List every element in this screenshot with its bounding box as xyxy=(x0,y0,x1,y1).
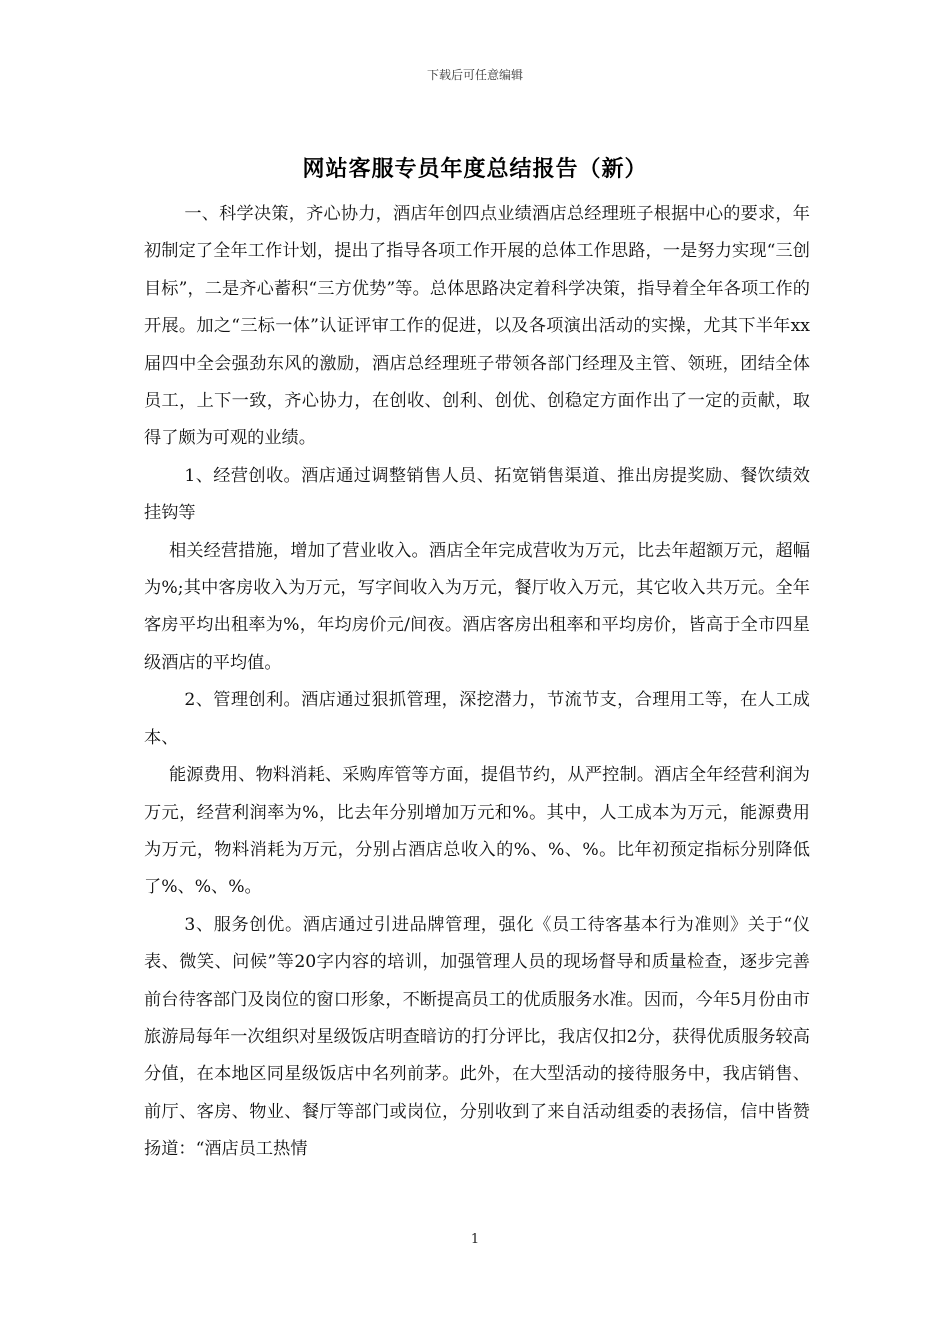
document-body xyxy=(144,196,810,1169)
document-title: 网站客服专员年度总结报告（新） xyxy=(302,156,648,182)
paragraph-5: 能源费用、物料消耗、采购库管等方面，提倡节约，从严控制。酒店全年经营利润为万元，经营利润率为%，比去年分别增加万元和%。其中，人工成本为万元，能源费用为万元，物料消耗为万元，分别占酒店总收入的%、%、%。比年初预定指标分别降低了%、%、%。 xyxy=(144,765,810,898)
paragraph-3: 相关经营措施，增加了营业收入。酒店全年完成营收为万元，比去年超额万元，超幅为%;其中客房收入为万元，写字间收入为万元，餐厅收入万元，其它收入共万元。全年客房平均出租率为%，年均房价元/间夜。酒店客房出租率和平均房价，皆高于全市四星级酒店的平均值。 xyxy=(144,540,810,673)
paragraph-2: 1、经营创收。酒店通过调整销售人员、拓宽销售渠道、推出房提奖励、餐饮绩效挂钩等 xyxy=(144,465,810,524)
page-number: 1 xyxy=(470,1232,480,1247)
paragraph-4: 2、管理创利。酒店通过狠抓管理，深挖潜力，节流节支，合理用工等，在人工成本、 xyxy=(144,690,810,748)
header-note: 下载后可任意编辑 xyxy=(426,68,523,82)
paragraph-1: 一、科学决策，齐心协力，酒店年创四点业绩酒店总经理班子根据中心的要求，年初制定了全年工作计划，提出了指导各项工作开展的总体工作思路，一是努力实现“三创目标”，二是齐心蓄积“三方优势”等。总体思路决定着科学决策，指导着全年各项工作的开展。加之“三标一体”认证评审工作的促进，以及各项演出活动的实操，尤其下半年xx届四中全会强劲东风的激励，酒店总经理班子带领各部门经理及主管、领班，团结全体员工，上下一致，齐心协力，在创收、创利、创优、创稳定方面作出了一定的贡献，取得了颇为可观的业绩。 xyxy=(144,204,810,449)
paragraph-6: 3、服务创优。酒店通过引进品牌管理，强化《员工待客基本行为准则》关于“仪表、微笑、问候”等20字内容的培训，加强管理人员的现场督导和质量检查，逐步完善前台待客部门及岗位的窗口形象，不断提高员工的优质服务水准。因而，今年5月份由市旅游局每年一次组织对星级饭店明查暗访的打分评比，我店仅扣2分，获得优质服务较高分值，在本地区同星级饭店中名列前茅。此外，在大型活动的接待服务中，我店销售、前厅、客房、物业、餐厅等部门或岗位，分别收到了来自活动组委的表扬信，信中皆赞扬道：“酒店员工热情 xyxy=(144,914,810,1160)
